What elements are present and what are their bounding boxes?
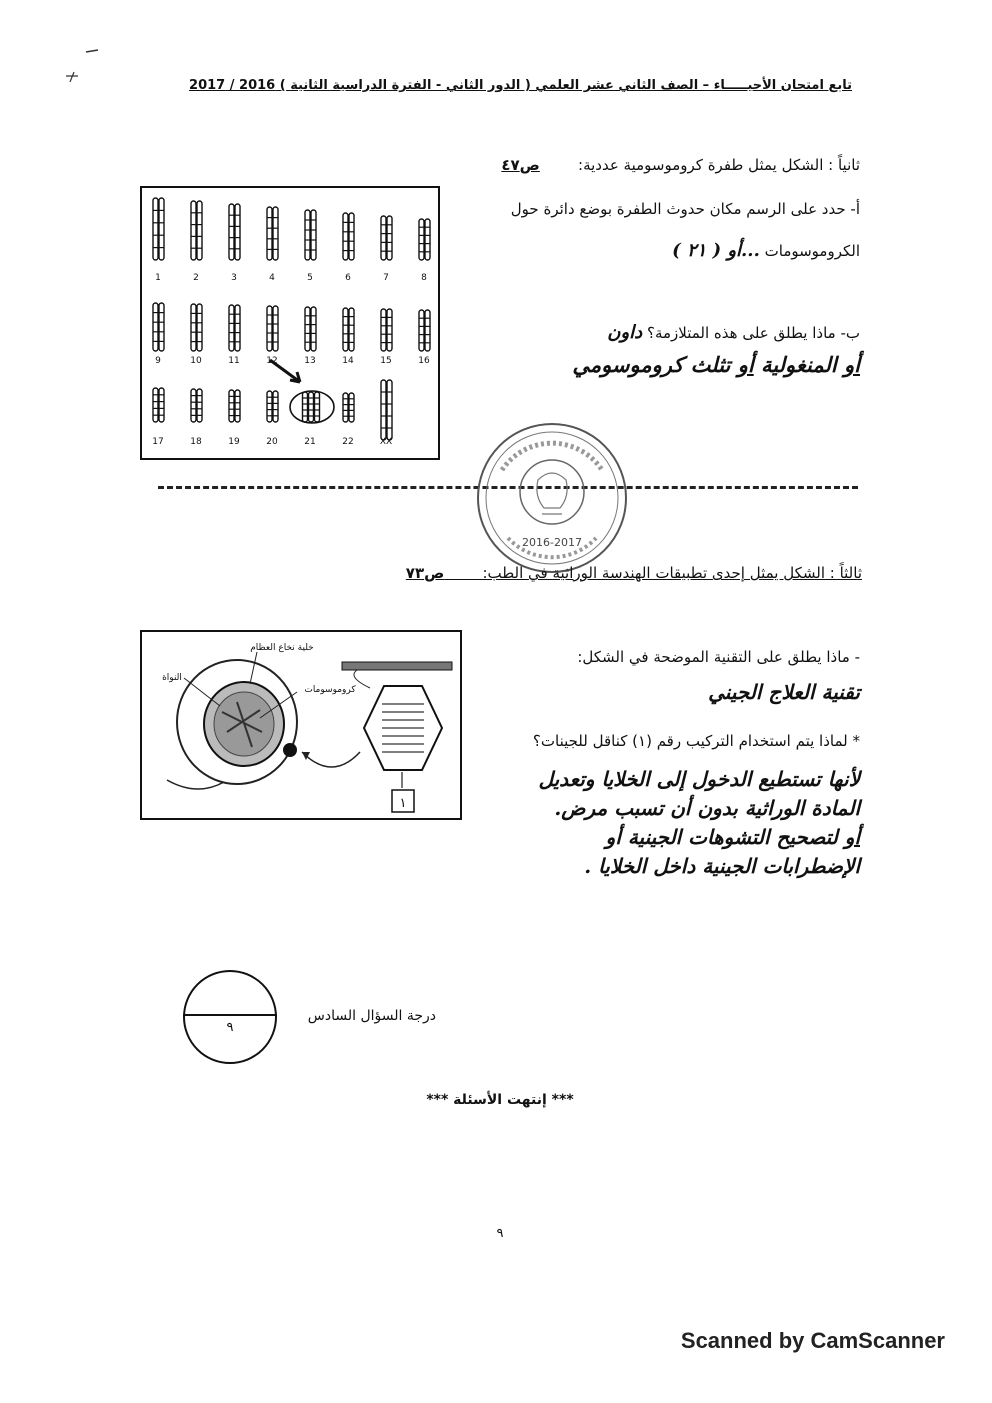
chromosome-label: 9 bbox=[155, 356, 161, 366]
karyotype-drawing bbox=[142, 188, 438, 458]
answer-trisomy: تثلث كروموسومي bbox=[572, 352, 731, 377]
chromosome bbox=[381, 216, 386, 260]
chromosome-pair-5 bbox=[305, 210, 316, 283]
chromosome bbox=[159, 198, 164, 260]
chromosome-pair-13 bbox=[304, 307, 316, 366]
page-number: ٩ bbox=[496, 1226, 504, 1241]
answer-mongolism: المنغولية bbox=[761, 352, 837, 377]
chromosome bbox=[235, 390, 240, 422]
chromosome-pair-22 bbox=[342, 393, 354, 447]
chromosome-pair-XX bbox=[380, 380, 392, 447]
question2-title bbox=[452, 156, 860, 174]
question2-part-a-line2 bbox=[470, 240, 860, 261]
chromosome-label: 20 bbox=[266, 437, 278, 447]
chromosome bbox=[387, 216, 392, 260]
question2-part-b-text: ب- ماذا يطلق على هذه المتلازمة؟ bbox=[646, 324, 860, 342]
question2-part-b-answer bbox=[470, 352, 860, 377]
chromosome bbox=[425, 310, 430, 351]
chromosome-pair-3 bbox=[229, 204, 240, 283]
chromosome-label: 14 bbox=[342, 356, 354, 366]
chromosome bbox=[311, 307, 316, 351]
chromosome bbox=[153, 388, 158, 422]
end-of-questions: *** إنتهت الأسئلة *** bbox=[426, 1092, 574, 1108]
chromosome-label: 2 bbox=[193, 273, 199, 283]
chromosome bbox=[229, 204, 234, 260]
chromosome bbox=[343, 213, 348, 260]
chromosome-pair-4 bbox=[267, 207, 278, 283]
chromosome bbox=[153, 303, 158, 351]
chromosome-label: 12 bbox=[266, 356, 278, 366]
answer-or-1: أو bbox=[844, 352, 860, 377]
chromosome-label: 15 bbox=[380, 356, 392, 366]
chromosome bbox=[419, 310, 424, 351]
answer-line-3-or: أو bbox=[844, 825, 860, 849]
chromosome bbox=[267, 391, 272, 422]
chromosome bbox=[315, 392, 320, 422]
chromosome bbox=[387, 380, 392, 440]
scanner-watermark: Scanned by CamScanner bbox=[680, 1328, 945, 1353]
question2-title-text: ثانياً : الشكل يمثل طفرة كروموسومية عددية: bbox=[578, 156, 860, 174]
chromosome-pair-7 bbox=[381, 216, 392, 283]
answer-line-1: لأنها تستطيع الدخول إلى الخلايا وتعديل bbox=[538, 767, 860, 791]
chromosome bbox=[267, 306, 272, 351]
chromosome bbox=[197, 201, 202, 260]
chromosome bbox=[305, 307, 310, 351]
chromosome bbox=[387, 309, 392, 351]
question3-title bbox=[368, 564, 862, 582]
chromosome bbox=[381, 380, 386, 440]
vector-particle bbox=[283, 743, 297, 757]
chromosome-label: XX bbox=[379, 437, 393, 447]
chromosome bbox=[191, 304, 196, 351]
answer-line-3-text: لتصحيح التشوهات الجينية أو bbox=[605, 825, 838, 849]
chromosome-label: 19 bbox=[228, 437, 240, 447]
question2-page-ref: ص٤٧ bbox=[501, 156, 540, 174]
chromosome bbox=[309, 392, 314, 422]
exam-header: تابع امتحان الأحيـــــاء – الصف الثاني عشر العلمي ( الدور الثاني - الفترة الدراسية الثانية ) 2016 / 2017 bbox=[189, 78, 852, 93]
answer-or-2: أو bbox=[737, 352, 754, 377]
label-chromosomes: كروموسومات bbox=[304, 685, 356, 695]
chromosome bbox=[159, 303, 164, 351]
stamp-year: 2016-2017 bbox=[522, 536, 582, 549]
chromosome-pair-8 bbox=[419, 219, 430, 283]
arrow-icon bbox=[270, 360, 300, 382]
chromosome-pair-6 bbox=[343, 213, 354, 283]
gene-therapy-drawing bbox=[142, 632, 460, 818]
chromosome-pair-10 bbox=[190, 304, 202, 366]
question2-part-b-question bbox=[470, 322, 860, 343]
chromosome bbox=[273, 306, 278, 351]
chromosome bbox=[349, 308, 354, 351]
chromosome-pair-9 bbox=[153, 303, 164, 366]
chromosome-label: 13 bbox=[304, 356, 316, 366]
chromosome-pair-15 bbox=[380, 309, 392, 366]
question3-part-b-answer bbox=[460, 765, 860, 881]
gene-therapy-diagram bbox=[140, 630, 462, 820]
chromosome bbox=[191, 389, 196, 422]
chromosome bbox=[349, 213, 354, 260]
chromosome-pair-1 bbox=[153, 198, 164, 283]
chromosome-label: 8 bbox=[421, 273, 427, 283]
chromosome bbox=[235, 204, 240, 260]
question2-part-a-answer: ...أو ( ٢١ ) bbox=[672, 240, 760, 261]
question2-part-b-answer-dawn: داون bbox=[607, 322, 643, 343]
chromosome bbox=[311, 210, 316, 260]
pen-mark-icon bbox=[56, 46, 102, 94]
chromosome bbox=[343, 308, 348, 351]
answer-line-3 bbox=[460, 823, 860, 852]
chromosome bbox=[197, 389, 202, 422]
chromosome bbox=[419, 219, 424, 260]
chromosome bbox=[153, 198, 158, 260]
chromosome bbox=[273, 207, 278, 260]
chromosome bbox=[235, 305, 240, 351]
question3-page-ref: ص٧٣ bbox=[405, 564, 445, 582]
chromosome bbox=[229, 390, 234, 422]
chromosome-pair-18 bbox=[190, 389, 202, 447]
chromosome bbox=[381, 309, 386, 351]
chromosome-label: 10 bbox=[190, 356, 202, 366]
chromosome-pair-11 bbox=[228, 305, 240, 366]
answer-line-4: الإضطرابات الجينية داخل الخلايا . bbox=[584, 854, 860, 878]
chromosome-pair-16 bbox=[418, 310, 430, 366]
chromosome-label: 11 bbox=[228, 356, 240, 366]
answer-line-2: المادة الوراثية بدون أن تسبب مرض. bbox=[554, 796, 860, 820]
chromosome-pair-17 bbox=[152, 388, 164, 447]
label-marrow-cell: خلية نخاع العظام bbox=[250, 643, 314, 653]
label-nucleus: النواة bbox=[162, 673, 182, 683]
chromosome-label: 1 bbox=[155, 273, 161, 283]
structure-1-label: ١ bbox=[399, 796, 407, 811]
score-max: ٩ bbox=[226, 1020, 234, 1035]
chromosome bbox=[197, 304, 202, 351]
chromosome-label: 7 bbox=[383, 273, 389, 283]
chromosome bbox=[303, 392, 308, 422]
question3-title-text: ثالثاً : الشكل يمثل إحدى تطبيقات الهندسة الوراثية في الطب: bbox=[482, 564, 862, 582]
chromosome bbox=[267, 207, 272, 260]
chromosome-label: 21 bbox=[304, 437, 316, 447]
chromosome-pair-20 bbox=[266, 391, 278, 447]
official-stamp-icon bbox=[472, 418, 632, 578]
score-divider bbox=[183, 1014, 277, 1016]
chromosome-label: 17 bbox=[152, 437, 164, 447]
chromosome-label: 22 bbox=[342, 437, 354, 447]
chromosome bbox=[343, 393, 348, 422]
chromosome-label: 5 bbox=[307, 273, 313, 283]
chromosome bbox=[191, 201, 196, 260]
karyotype-figure bbox=[140, 186, 440, 460]
chromosome-pair-14 bbox=[342, 308, 354, 366]
chromosome-pair-12 bbox=[266, 306, 278, 366]
gene-bar bbox=[342, 662, 452, 670]
score-circle bbox=[183, 970, 277, 1064]
chromosome bbox=[159, 388, 164, 422]
question3-part-a-question: - ماذا يطلق على التقنية الموضحة في الشكل: bbox=[577, 648, 860, 666]
chromosome-label: 6 bbox=[345, 273, 351, 283]
arrow-to-cell bbox=[302, 752, 360, 767]
chromosome bbox=[349, 393, 354, 422]
chromosome-label: 16 bbox=[418, 356, 430, 366]
chromosome bbox=[273, 391, 278, 422]
chromosome-pair-19 bbox=[228, 390, 240, 447]
arrow-out bbox=[167, 780, 224, 789]
chromosome-pair-2 bbox=[191, 201, 202, 283]
score-label: درجة السؤال السادس bbox=[307, 1008, 436, 1024]
chromosome bbox=[425, 219, 430, 260]
question3-part-a-answer: تقنية العلاج الجيني bbox=[708, 680, 860, 704]
chromosome-label: 3 bbox=[231, 273, 237, 283]
question2-part-a-line1: أ- حدد على الرسم مكان حدوث الطفرة بوضع دائرة حول bbox=[510, 200, 860, 218]
chromosome-label: 4 bbox=[269, 273, 275, 283]
chromosome bbox=[305, 210, 310, 260]
chromosome-pair-21 bbox=[270, 360, 334, 447]
chromosome-label: 18 bbox=[190, 437, 202, 447]
chromosome bbox=[229, 305, 234, 351]
question3-part-b-question: * لماذا يتم استخدام التركيب رقم (١) كناقل للجينات؟ bbox=[532, 732, 860, 750]
question2-part-a-text: الكروموسومات bbox=[764, 242, 860, 260]
